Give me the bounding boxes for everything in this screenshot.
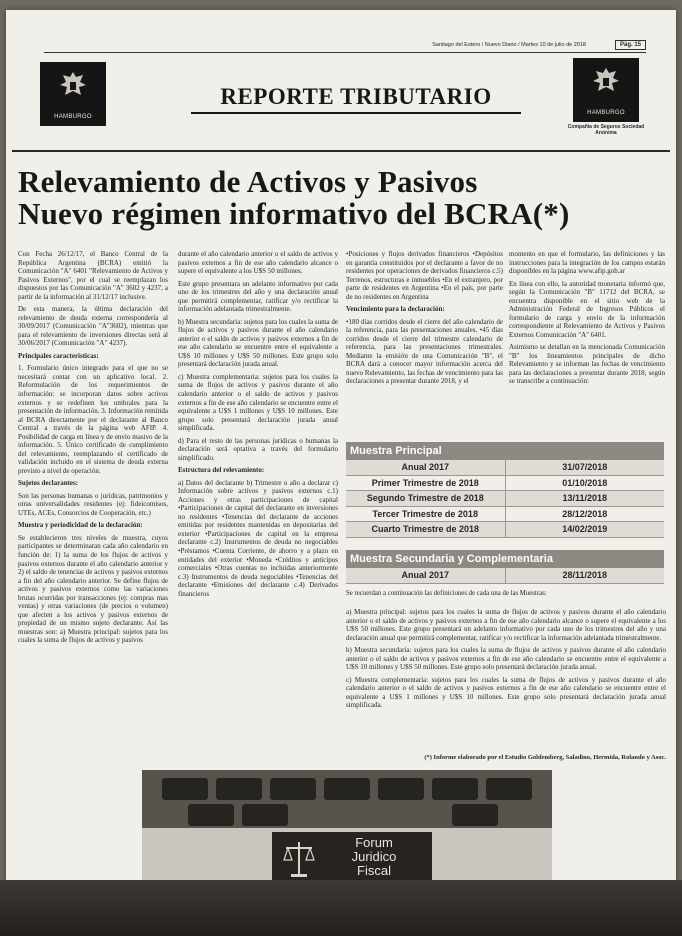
keyboard-key	[452, 804, 498, 826]
paragraph: Asimismo se detallan en la mencionada Comunicación "B" los lineamientos principales de dicho Relevamiento y se informan las fechas de vencimiento para las declaraciones a presentar durante 2018, según se transcribe a continuación:	[509, 343, 665, 386]
table-cell-date: 01/10/2018	[562, 477, 608, 488]
paragraph: Este grupo presentara un adelanto informativo por cada uno de los trimestres del año y una declaración anual que permitirá complementar, ratificar y/o rectificar la información adelantada trimestralmente.	[178, 279, 338, 314]
definitions-intro: Se recuerdan a continuación las definiciones de cada una de las Muestras:	[346, 590, 547, 597]
table-row	[346, 460, 664, 476]
ad-brand-name	[320, 836, 428, 878]
paragraph: En línea con ello, la autoridad monetaria informó que, según la Comunicación "B" 11712 del BCRA, se encuentra disponible en el sitio web de la Administración Federal de Ingresos Públicos el formulario de carga y envío de la información correspondiente al Relevamiento de Activos y Pasivos Externos Comunicación "A" 6401.	[509, 279, 665, 339]
ad-brand-line-1: Forum	[355, 835, 393, 850]
page-number: Pág. 15	[615, 40, 646, 50]
table-cell-date: 28/12/2018	[562, 508, 608, 519]
table-cell-period: Anual 2017	[346, 460, 506, 475]
paragraph: a) Datos del declarante b) Trimestre o año a declarar c) Información sobre activos y pasivos externos c.1) Acciones y otras participaciones de capital •Participaciones de capital del declarante en inversiones no residentes •Tenencias del declarante de acciones emitidas por residentes mantenidas en depositarias del exterior •Participaciones de capital en la empresa declarante c.2) Instrumentos de deuda no negociables •Préstamos •Cuenta Corriente, de ahorro y a plazo en entidades del exterior •Moneda •Créditos y anticipos comerciales •Otras cuentas no incluidas anteriormente c.3) Instrumentos de deuda negociables •Tenencias del declarante •Emisiones del declarante c.4) Derivados financieros	[178, 478, 338, 598]
scales-of-justice-icon	[282, 838, 316, 880]
table-cell-period: Anual 2017	[346, 568, 506, 583]
table-row	[346, 507, 664, 523]
definitions-text	[346, 608, 666, 748]
table-cell-date: 28/11/2018	[562, 570, 608, 580]
section-title: REPORTE TRIBUTARIO	[220, 84, 492, 109]
paragraph: Con Fecha 26/12/17, el Banco Central de la República Argentina (BCRA) emitió la Comunicación "A" 6401 "Relevamiento de Activos y Pasivos Externos", por el cual se reemplazan los dispuestos por las Comunicación "A" 3602 y 4237, a partir de la información al 31/12/17 inclusive.	[18, 250, 168, 301]
article-column-2	[178, 250, 338, 790]
keyboard-key	[378, 778, 424, 800]
hamburgo-logo-right	[573, 58, 639, 122]
date-line: Santiago del Estero / Nuevo Diario / Martes 10 de julio de 2018	[432, 42, 586, 48]
subheading: Vencimiento para la declaración:	[346, 305, 445, 314]
table-title: Muestra Principal	[346, 442, 664, 460]
logo-right-name: HAMBURGO	[587, 110, 625, 116]
paragraph: De esta manera, la última declaración del relevamiento de deuda externa correspondería al 30/09/2017 (Comunicación "A"3602), mientras que para el relevamiento de inversiones directas será al 30/06/2017 (Comunicación "A" 4237).	[18, 305, 168, 348]
table-row	[346, 522, 664, 538]
table-body	[346, 460, 664, 538]
article-footnote: (*) Informe elaborado por el Estudio Goldemberg, Saladino, Hermida, Rolando y Asoc.	[424, 754, 666, 761]
article-column-1	[18, 250, 168, 790]
keyboard-key	[188, 804, 234, 826]
ad-brand-line-3: Fiscal	[357, 863, 391, 878]
article-headline	[18, 166, 570, 230]
table-cell-date: 31/07/2018	[562, 462, 608, 472]
background-shadow	[0, 880, 682, 936]
table-cell-period: Primer Trimestre de 2018	[346, 476, 506, 491]
paragraph: •180 días corridos desde el cierre del año calendario de la referencia, para las presentaciones anuales. •45 días corridos desde el cierre del trimestre calendario de referencia, para las presentaciones trimestrales. Mediante la emisión de una Comunicación "B", el BCRA dará a conocer mayor información acerca del nuevo Relevamiento, las fechas de vencimiento para las declaraciones a presentar durante 2018, y el	[346, 317, 503, 386]
paragraph: Son las personas humanas o jurídicas, patrimonios y otras universalidades residentes (ej: fideicomisos, UTEs, ACEs, Consorcios de Cooperación, etc.)	[18, 491, 168, 517]
paragraph: b) Muestra secundaria: sujetos para los cuales la suma de flujos de activos y pasivos durante el año calendario anterior o el saldo de activos y pasivos externos a fin de ese año calendario se encuentre entre el equivalente a U$S 10 millones y U$S 50 millones. Este grupo solo presentará declaración jurada anual.	[178, 317, 338, 369]
page-header-line	[44, 38, 646, 53]
subheading: Sujetos declarantes:	[18, 479, 79, 488]
table-row	[346, 476, 664, 492]
keyboard-key	[270, 778, 316, 800]
table-row	[346, 491, 664, 507]
paragraph: Se establecieron tres niveles de muestra, cuyos participantes se determinaran cada año calendario en función de: 1) la suma de los flujos de activos y pasivos externos durante el año calendario anterior y 2) el saldo de tenencias de activos y pasivos externos a fin del año calendario anterior. Se define flujos de activos y pasivos externos como las variaciones brutas ocurridas por transacciones (ej: compras mas ventas) y otras variaciones (de precios o volumen) que afecten a los activos y pasivos externos de propiedad de un mismo sujeto declarante. Así las muestras son: a) Muestra principal: sujetos para los cuales la suma de flujos de activos y pasivos	[18, 533, 168, 645]
table-cell-date: 14/02/2019	[562, 524, 608, 534]
table-cell-date: 13/11/2018	[562, 493, 608, 503]
paragraph: •Posiciones y flujos derivados financieros •Depósitos en garantía constituidos por el declarante a favor de no residentes por operaciones de derivados financieros c.5) Terrenos, estructuras e inmuebles •En el extranjero, por parte de residentes en Argentina •En el país, por parte de no residentes en Argentina	[346, 250, 503, 301]
paragraph: c) Muestra complementaria: sujetos para los cuales la suma de flujos de activos y pasivos durante el año calendario anterior o el saldo de activos y pasivos externos a fin de ese año calendario se encuentre entre el equivalente a U$S 1 millones y U$S 10 millones. Este grupo solo presentará declaración jurada anual simplificada.	[346, 675, 666, 710]
paragraph: b) Muestra secundaria: sujetos para los cuales la suma de flujos de activos y pasivos durante el año calendario anterior o el saldo de activos y pasivos externos a fin de ese año calendario se encuentre entre el equivalente a U$S 10 millones y U$S 50 millones. Este grupo solo presentará declaración jurada anual.	[346, 646, 666, 672]
muestra-secundaria-table	[346, 550, 664, 584]
subheading: Principales características:	[18, 351, 99, 360]
hamburgo-logo-left	[40, 62, 106, 126]
table-title: Muestra Secundaria y Complementaria	[346, 550, 664, 568]
headline-line-1: Relevamiento de Activos y Pasivos	[18, 164, 478, 199]
table-cell-period: Cuarto Trimestre de 2018	[346, 522, 506, 537]
paragraph: durante el año calendario anterior o el saldo de activos y pasivos externos a fin de ese año calendario alcance o supere el equivalente a los U$S 50 millones.	[178, 250, 338, 276]
keyboard-key	[242, 804, 288, 826]
muestra-principal-table	[346, 442, 664, 538]
eagle-crest-icon	[592, 66, 620, 96]
logo-left-name: HAMBURGO	[54, 114, 92, 120]
table-cell-period: Segundo Trimestre de 2018	[346, 491, 506, 506]
subheading: Estructura del relevamiento:	[178, 466, 265, 475]
keyboard-photo	[142, 770, 552, 828]
paragraph: momento en que el formulario, las definiciones y las instrucciones para la integración de los campos estarán disponibles en la página www.afip.gob.ar	[509, 250, 665, 276]
subheading: Muestra y periodicidad de la declaración:	[18, 521, 143, 530]
eagle-crest-icon	[59, 70, 87, 100]
logo-right-caption: Compañía de Seguros Sociedad Anónima	[567, 124, 645, 136]
paragraph: 1. Formulario único integrado para el que no se necesitará contar con un aplicativo local. 2. Reformulación de los requerimientos de información: se incorporan datos sobre activos externos y se redefinen los umbrales para la presentación de información. 3. Información remitida al BCRA directamente por el declarante al Banco Central a través de la página web AFIP. 4. Posibilidad de carga en línea y de envío masivo de la información. 5. Único certificado de cumplimiento del relevamiento, reemplazando el certificado de validación incluido en el sistema de deuda externa previsto a nivel de operación.	[18, 364, 168, 475]
keyboard-key	[324, 778, 370, 800]
section-underline	[191, 112, 521, 114]
article-column-3	[346, 250, 503, 435]
table-cell-period: Tercer Trimestre de 2018	[346, 507, 506, 522]
keyboard-key	[216, 778, 262, 800]
table-body	[346, 568, 664, 584]
ad-brand-line-2: Juridico	[351, 849, 397, 864]
keyboard-key	[162, 778, 208, 800]
header-divider	[12, 150, 670, 152]
headline-line-2: Nuevo régimen informativo del BCRA(*)	[18, 196, 570, 232]
table-row	[346, 568, 664, 584]
paragraph: c) Muestra complementaria: sujetos para los cuales la suma de flujos de activos y pasivos durante el año calendario anterior o el saldo de activos y pasivos externos a fin de ese año calendario se encuentre entre el equivalente a U$S 1 millones y U$S 10 millones. Este grupo solo presentará declaración jurada anual simplificada.	[178, 372, 338, 433]
keyboard-key	[486, 778, 532, 800]
newspaper-page	[6, 10, 676, 932]
article-column-4	[509, 250, 665, 435]
paragraph: a) Muestra principal: sujetos para los cuales la suma de flujos de activos y pasivos durante el año calendario anterior o el saldo de activos y pasivos externos a fin de ese año calendario alcance o supere el equivalente a los U$S 50 millones. Este grupo presentará un adelanto informativo por cada uno de los trimestres del año y una declaración anual que permitirá complementar, ratificar y/o rectificar la información adelantada trimestralmente.	[346, 608, 666, 642]
keyboard-key	[432, 778, 478, 800]
paragraph: d) Para el resto de las personas jurídicas o humanas la declaración será optativa a través del formulario simplificado.	[178, 436, 338, 462]
